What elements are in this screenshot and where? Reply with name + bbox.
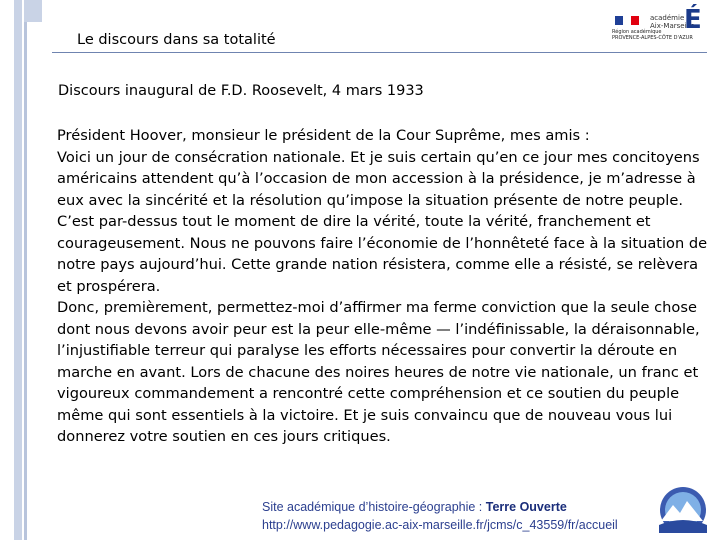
footer-site-line: Site académique d’histoire-géographie : Terre Ouverte bbox=[262, 500, 567, 514]
paragraph: Donc, premièrement, permettez-moi d’affirmer ma ferme conviction que la seule chose dont nous devons avoir peur est la peur elle-même — l’indéfinissable, la déraisonnable, l’injustifiable terreur qui paralyse les efforts nécessaires pour convertir la déroute en marche en avant. Lors de chacune des noires heures de notre vie nationale, un franc et vigoureux commandement a rencontré cette compréhension et ce soutien du peuple même qui sont essentiels à la victoire. Et je suis convaincu que de nouveau vous lui donnerez votre soutien en ces jours critiques. bbox=[57, 299, 700, 445]
slide-title: Le discours dans sa totalité bbox=[77, 32, 276, 48]
decorative-sidebar-top bbox=[24, 0, 42, 22]
decorative-sidebar bbox=[14, 0, 22, 540]
paragraph: Voici un jour de consécration nationale. Et je suis certain qu’en ce jour mes concitoyens américains attendent qu’à l’occasion de mon accession à la présidence, je m’adresse à eux avec la sincérité et la résolution qu’impose la situation présente de notre peuple. C’est par-dessus tout le moment de dire la vérité, toute la vérité, franchement et courageusement. Nous ne pouvons faire l’économie de l’honnêteté face à la situation de notre pays aujourd’hui. Cette grande nation résistera, comme elle a résisté, se relèvera et prospérera. bbox=[57, 148, 708, 295]
decorative-sidebar-line bbox=[24, 0, 27, 540]
speech-subtitle: Discours inaugural de F.D. Roosevelt, 4 mars 1933 bbox=[58, 83, 424, 99]
speech-text bbox=[57, 125, 709, 448]
footer bbox=[262, 498, 618, 534]
footer-url[interactable]: http://www.pedagogie.ac-aix-marseille.fr/jcms/c_43559/fr/accueil bbox=[262, 518, 618, 532]
paragraph: Président Hoover, monsieur le président de la Cour Suprême, mes amis : bbox=[57, 127, 590, 144]
logo-e-mark-icon: É bbox=[684, 5, 702, 35]
logo-region-text: Région académique PROVENCE-ALPES-CÔTE D'AZUR bbox=[612, 29, 693, 41]
logo-academie-text: académie Aix-Marseille bbox=[650, 14, 695, 30]
academie-logo bbox=[612, 4, 708, 52]
french-flag-icon bbox=[615, 16, 639, 25]
terre-ouverte-logo-icon bbox=[653, 485, 710, 535]
site-name: Terre Ouverte bbox=[485, 500, 567, 514]
header-divider bbox=[52, 52, 707, 53]
